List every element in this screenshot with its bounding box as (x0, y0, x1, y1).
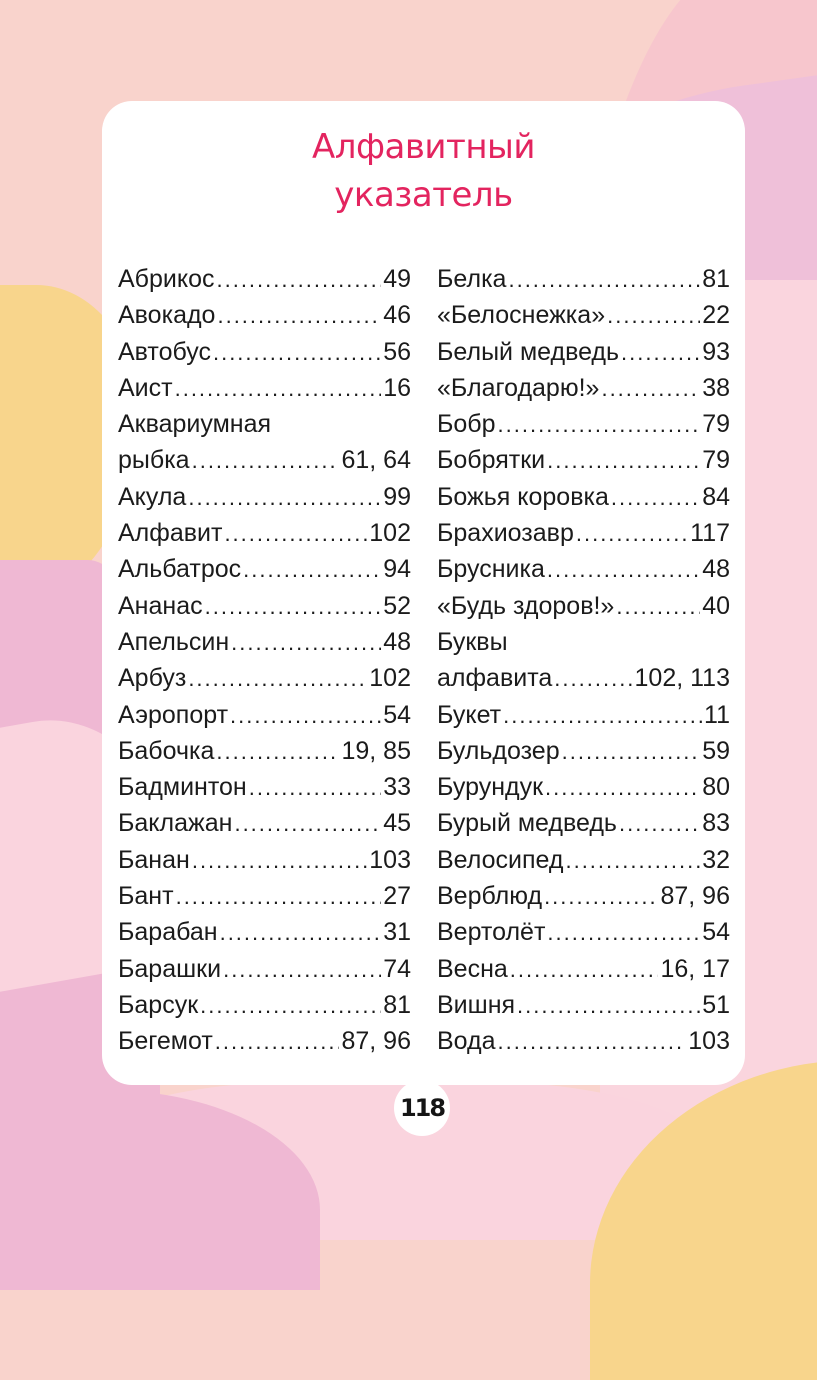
index-entry-pages: 19, 85 (341, 736, 411, 765)
index-entry (437, 624, 730, 660)
index-entry-term: Бобр (437, 410, 496, 439)
index-entry (437, 551, 730, 587)
index-entry (118, 334, 411, 370)
index-entry-pages: 52 (383, 591, 411, 620)
index-entry (118, 878, 411, 914)
dot-leader (231, 625, 381, 660)
index-entry-term: Авокадо (118, 301, 216, 330)
title-line-2: указатель (334, 175, 513, 215)
index-entry-term: Бурундук (437, 773, 544, 802)
index-entry (118, 1023, 411, 1059)
index-entry (437, 479, 730, 515)
index-entry-pages: 93 (702, 337, 730, 366)
index-entry (437, 261, 730, 297)
index-entry-pages: 31 (383, 918, 411, 947)
index-entry-pages: 81 (702, 265, 730, 293)
index-entry (118, 261, 411, 297)
index-entry-term: Барсук (118, 990, 199, 1019)
index-entry-term: Аквариумная (118, 410, 272, 439)
index-entry-term: Брахиозавр (437, 519, 574, 548)
index-entry-term: Букет (437, 700, 502, 729)
index-entry (118, 551, 411, 587)
index-column-left (118, 261, 411, 1060)
dot-leader (217, 298, 381, 333)
dot-leader (545, 770, 700, 805)
index-entry-pages: 46 (383, 301, 411, 330)
index-entry (118, 406, 411, 442)
index-entry-pages: 49 (383, 265, 411, 293)
index-entry-term: рыбка (118, 446, 190, 475)
index-entry-term: Вода (437, 1027, 496, 1056)
index-entry-term: Бадминтон (118, 773, 247, 802)
dot-leader (498, 407, 701, 442)
index-entry-pages: 61, 64 (341, 446, 411, 475)
dot-leader (508, 262, 700, 297)
index-entry-term: Велосипед (437, 845, 564, 874)
index-entry-pages: 56 (383, 337, 411, 366)
dot-leader (176, 879, 382, 914)
index-entry-pages: 83 (702, 809, 730, 838)
index-entry-term: Вишня (437, 990, 516, 1019)
index-entry-term: Арбуз (118, 664, 187, 693)
index-card (102, 101, 745, 1085)
dot-leader (249, 770, 381, 805)
dot-leader (216, 262, 381, 297)
index-entry (437, 370, 730, 406)
dot-leader (554, 661, 632, 696)
dot-leader (213, 335, 381, 370)
dot-leader (544, 879, 658, 914)
index-entry (118, 588, 411, 624)
index-entry-term: Белый медведь (437, 337, 620, 366)
index-entry-term: Абрикос (118, 265, 215, 293)
index-column-right (437, 261, 730, 1060)
index-entry-term: Автобус (118, 337, 211, 366)
index-entry-pages: 74 (383, 954, 411, 983)
index-entry (437, 769, 730, 805)
index-entry-pages: 27 (383, 882, 411, 911)
dot-leader (611, 480, 700, 515)
index-entry-term: «Будь здоров!» (437, 591, 615, 620)
index-entry (118, 660, 411, 696)
index-entry (437, 733, 730, 769)
index-entry (437, 878, 730, 914)
index-entry-term: «Белоснежка» (437, 301, 606, 330)
dot-leader (220, 915, 382, 950)
index-entry-pages: 102, 113 (634, 664, 730, 693)
index-entry-term: Брусника (437, 555, 545, 584)
index-entry-pages: 45 (383, 809, 411, 838)
index-entry (437, 951, 730, 987)
dot-leader (230, 698, 381, 733)
index-entry-pages: 79 (702, 446, 730, 475)
index-entry-term: Ананас (118, 591, 203, 620)
dot-leader (565, 843, 700, 878)
index-entry-pages: 117 (690, 519, 730, 548)
dot-leader (243, 552, 381, 587)
index-entry (437, 515, 730, 551)
dot-leader (200, 988, 381, 1023)
index-entry-term: Баклажан (118, 809, 233, 838)
index-entry-pages: 59 (702, 736, 730, 765)
index-entry-term: Акула (118, 482, 187, 511)
dot-leader (205, 589, 382, 624)
index-entry-term: Аэропорт (118, 700, 229, 729)
index-entry (437, 588, 730, 624)
index-entry (118, 515, 411, 551)
index-entry-term: «Благодарю!» (437, 373, 600, 402)
index-entry-pages: 79 (702, 410, 730, 439)
index-entry (118, 733, 411, 769)
index-entry-term: алфавита (437, 664, 553, 693)
index-entry (437, 297, 730, 333)
dot-leader (619, 806, 700, 841)
index-entry (118, 624, 411, 660)
index-entry-term: Банан (118, 845, 190, 874)
dot-leader (192, 843, 367, 878)
dot-leader (223, 952, 381, 987)
dot-leader (547, 552, 700, 587)
index-entry-term: Вертолёт (437, 918, 546, 947)
page-title (102, 123, 745, 219)
index-entry (118, 987, 411, 1023)
page-number-badge: 118 (394, 1080, 450, 1136)
index-entry (437, 442, 730, 478)
dot-leader (224, 516, 367, 551)
index-entry (118, 805, 411, 841)
index-entry-pages: 33 (383, 773, 411, 802)
index-entry-pages: 54 (702, 918, 730, 947)
index-entry-term: Барабан (118, 918, 218, 947)
index-entry-term: Барашки (118, 954, 222, 983)
index-entry-term: Бобрятки (437, 446, 546, 475)
index-entry-term: Божья коровка (437, 482, 609, 511)
dot-leader (601, 371, 700, 406)
index-entry (437, 805, 730, 841)
index-entry (437, 987, 730, 1023)
index-entry (437, 406, 730, 442)
index-entry-pages: 99 (383, 482, 411, 511)
index-entry-term: Алфавит (118, 519, 223, 548)
index-entry (437, 334, 730, 370)
index-entry-term: Бульдозер (437, 736, 560, 765)
dot-leader (517, 988, 700, 1023)
index-entry-term: Бабочка (118, 736, 215, 765)
index-entry-term: Весна (437, 954, 508, 983)
index-entry-pages: 38 (702, 373, 730, 402)
index-entry-pages: 102 (369, 664, 411, 693)
index-entry (437, 914, 730, 950)
index-entry (118, 297, 411, 333)
index-entry-term: Аист (118, 373, 173, 402)
dot-leader (175, 371, 382, 406)
index-entry-term: Буквы (437, 627, 508, 656)
index-entry-pages: 87, 96 (341, 1027, 411, 1056)
index-entry-pages: 87, 96 (660, 882, 730, 911)
index-entry (118, 370, 411, 406)
title-line-1: Алфавитный (311, 127, 535, 167)
index-entry (437, 697, 730, 733)
index-entry (118, 442, 411, 478)
index-entry-pages: 84 (702, 482, 730, 511)
index-entry-pages: 11 (704, 700, 730, 729)
dot-leader (510, 952, 659, 987)
index-entry-pages: 40 (702, 591, 730, 620)
index-entry-pages: 94 (383, 555, 411, 584)
index-entry-pages: 51 (702, 990, 730, 1019)
index-entry-pages: 22 (702, 301, 730, 330)
index-entry (118, 769, 411, 805)
index-entry-pages: 103 (369, 845, 411, 874)
index-entry-term: Бурый медведь (437, 809, 617, 838)
index-entry-pages: 81 (383, 990, 411, 1019)
index-entry-pages: 16 (383, 373, 411, 402)
index-entry (118, 951, 411, 987)
index-entry-pages: 102 (369, 519, 411, 548)
index-entry-pages: 80 (702, 773, 730, 802)
dot-leader (547, 915, 700, 950)
dot-leader (562, 734, 701, 769)
dot-leader (234, 806, 381, 841)
index-entry-pages: 103 (688, 1027, 730, 1056)
dot-leader (616, 589, 700, 624)
index-entry-term: Белка (437, 265, 507, 293)
dot-leader (621, 335, 700, 370)
dot-leader (576, 516, 688, 551)
index-entry-pages: 48 (702, 555, 730, 584)
index-entry-term: Верблюд (437, 882, 543, 911)
dot-leader (498, 1024, 687, 1059)
dot-leader (216, 734, 339, 769)
index-entry-term: Бант (118, 882, 174, 911)
dot-leader (188, 661, 367, 696)
dot-leader (192, 443, 340, 478)
index-entry (437, 660, 730, 696)
index-entry-pages: 48 (383, 627, 411, 656)
index-entry-pages: 54 (383, 700, 411, 729)
index-entry (118, 842, 411, 878)
dot-leader (215, 1024, 340, 1059)
index-entry (118, 914, 411, 950)
index-entry (118, 697, 411, 733)
index-entry (437, 1023, 730, 1059)
index-entry-term: Альбатрос (118, 555, 242, 584)
index-entry (118, 479, 411, 515)
dot-leader (607, 298, 700, 333)
index-entry-pages: 32 (702, 845, 730, 874)
dot-leader (188, 480, 381, 515)
index-entry-pages: 16, 17 (660, 954, 730, 983)
dot-leader (547, 443, 700, 478)
dot-leader (503, 698, 702, 733)
index-entry (437, 842, 730, 878)
index-entry-term: Апельсин (118, 627, 230, 656)
index-entry-term: Бегемот (118, 1027, 213, 1056)
